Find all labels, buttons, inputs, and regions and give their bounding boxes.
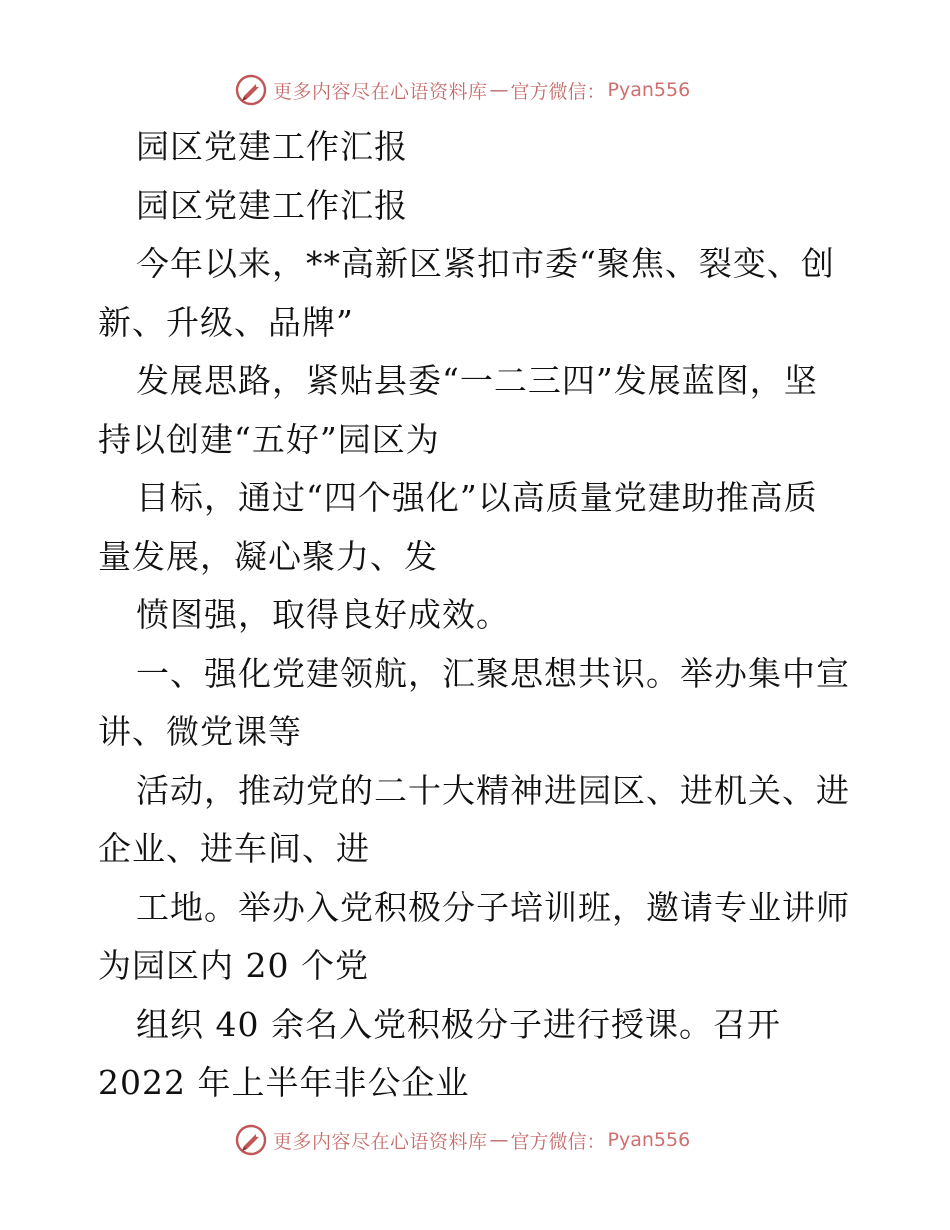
- pen-logo-icon: [235, 1124, 267, 1156]
- watermark-wechat-id: Pyan556: [607, 1129, 691, 1151]
- text-line: 园区党建工作汇报: [136, 185, 408, 225]
- text-line: 讲、微党课等: [98, 712, 302, 751]
- text-line: 2022 年上半年非公企业: [98, 1063, 470, 1102]
- text-line: 园区党建工作汇报: [136, 127, 408, 166]
- text-line: 新、升级、品牌”: [98, 302, 354, 342]
- watermark-header: [235, 72, 690, 108]
- text-line: 为园区内 20 个党: [98, 946, 369, 985]
- document-body: [98, 118, 858, 1113]
- watermark-wechat-label: 官方微信：: [510, 1130, 606, 1153]
- watermark-dash: —: [489, 1129, 509, 1151]
- watermark-wechat-id: Pyan556: [607, 79, 691, 101]
- watermark-footer: [235, 1122, 690, 1158]
- text-line: 发展思路，紧贴县委“一二三四”发展蓝图，坚: [136, 361, 818, 400]
- watermark-dash: —: [489, 79, 509, 101]
- text-line: 组织 40 余名入党积极分子进行授课。召开: [136, 1004, 781, 1044]
- text-line: 工地。举办入党积极分子培训班，邀请专业讲师: [136, 887, 850, 927]
- watermark-main-text: 更多内容尽在心语资料库: [273, 1130, 488, 1153]
- text-line: 量发展，凝心聚力、发: [98, 536, 438, 576]
- text-line: 愤图强，取得良好成效。: [136, 595, 510, 634]
- text-line: 持以创建“五好”园区为: [98, 419, 440, 459]
- pen-logo-icon: [235, 74, 267, 106]
- text-line: 一、强化党建领航，汇聚思想共识。举办集中宣: [136, 653, 850, 693]
- text-line: 目标，通过“四个强化”以高质量党建助推高质: [136, 478, 818, 517]
- watermark-wechat-label: 官方微信：: [510, 80, 606, 103]
- text-line: 企业、进车间、进: [98, 829, 370, 868]
- text-line: 今年以来，**高新区紧扣市委“聚焦、裂变、创: [136, 244, 835, 283]
- watermark-main-text: 更多内容尽在心语资料库: [273, 80, 488, 103]
- text-line: 活动，推动党的二十大精神进园区、进机关、进: [136, 770, 850, 810]
